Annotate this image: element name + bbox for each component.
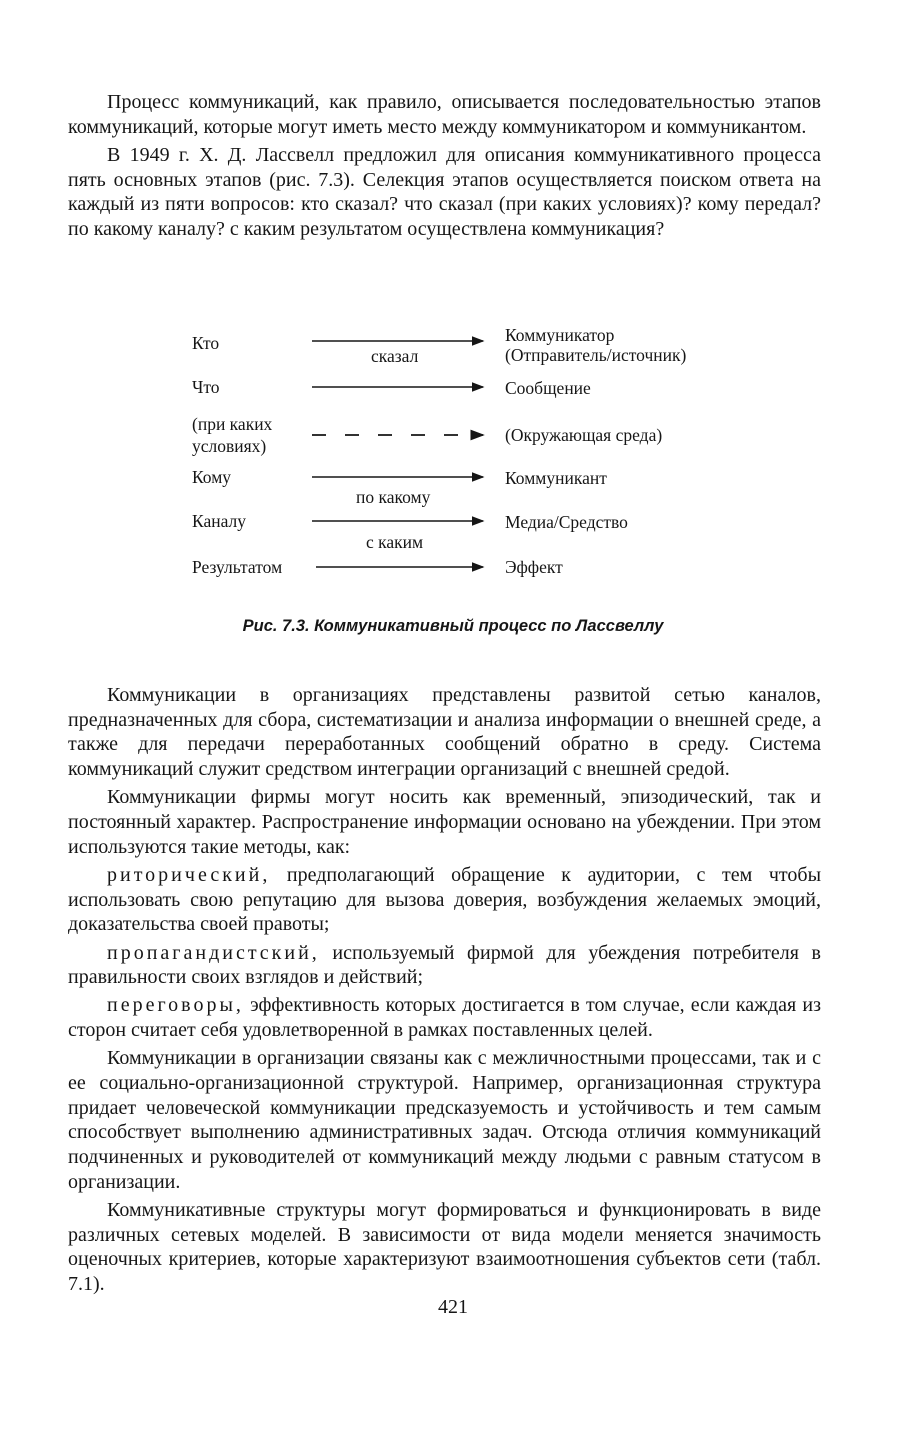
body-paragraph-3: Коммуникации в организации связаны как с межличностными процессами, так и с ее социально-организационной структурой. Например, организационная структура придает человеческой коммуникации предсказуемость и устойчивость и тем самым способствует выполнению административных задач. Отсюда отличия коммуникаций подчиненных и руководителей от коммуникаций между людьми с равным статусом в организации. [68, 1047, 821, 1193]
method-propaganda-term: пропагандистский, [107, 941, 320, 964]
method-rhetorical [68, 863, 821, 937]
diagram-arrows [0, 0, 906, 620]
label-okruzhayushchaya-sreda: (Окружающая среда) [505, 425, 663, 445]
label-kommunikator: Коммуникатор [505, 325, 615, 345]
method-propaganda [68, 941, 821, 990]
label-s-kakim: с каким [366, 532, 424, 552]
label-po-kakomu: по какому [356, 487, 431, 507]
intro-paragraph-2: В 1949 г. Х. Д. Лассвелл предложил для описания коммуникативного процесса пять основных этапов (рис. 7.3). Селекция этапов осуществляется поиском ответа на каждый из пяти вопросов: кто сказал? что сказал (при каких условиях)? кому передал? по какому каналу? с каким результатом осуществлена коммуникация? [68, 143, 821, 241]
figure-caption: Рис. 7.3. Коммуникативный процесс по Лассвеллу [242, 617, 664, 635]
label-pri-kakih: (при каких [192, 414, 273, 434]
label-media: Медиа/Средство [505, 512, 628, 532]
method-negotiation-term: переговоры, [107, 994, 244, 1017]
label-kto: Кто [192, 333, 220, 353]
body-paragraph-4: Коммуникативные структуры могут формироваться и функционировать в виде различных сетевых моделей. В зависимости от вида модели меняется значимость оценочных критериев, которые характеризуют взаимоотношения субъектов сети (табл. 7.1). [68, 1199, 821, 1296]
label-komu: Кому [192, 467, 232, 487]
lasswell-diagram [0, 0, 906, 620]
label-skazal: сказал [371, 346, 419, 366]
label-soobshchenie: Сообщение [505, 378, 591, 398]
label-chto: Что [192, 377, 220, 397]
page-number: 421 [438, 1296, 468, 1318]
method-negotiation-text: эффективность которых достигается в том случае, если каждая из сторон считает себя удовлетворенной в рамках поставленных целей. [68, 994, 821, 1042]
label-effekt: Эффект [505, 557, 563, 577]
body-paragraph-1: Коммуникации в организациях представлены развитой сетью каналов, предназначенных для сбора, систематизации и анализа информации о внешней среде, а также для передачи переработанных сообщений обратно в среду. Система коммуникаций служит средством интеграции организаций с внешней средой. [68, 684, 821, 781]
body-paragraph-2: Коммуникации фирмы могут носить как временный, эпизодический, так и постоянный характер. Распространение информации основано на убеждении. При этом используются такие методы, как: [68, 786, 821, 858]
body-text [68, 683, 821, 1300]
method-rhetorical-text: предполагающий обращение к аудитории, с тем чтобы использовать свою репутацию для вызова доверия, возбуждения желаемых эмоций, доказательства своей правоты; [68, 863, 821, 936]
label-kommunikant: Коммуникант [505, 468, 607, 488]
intro-paragraph-1: Процесс коммуникаций, как правило, описывается последовательностью этапов коммуникаций, которые могут иметь место между коммуникатором и коммуникантом. [68, 91, 821, 138]
method-propaganda-text: используемый фирмой для убеждения потребителя в правильности своих взглядов и действий; [68, 941, 821, 989]
label-kanalu: Каналу [192, 511, 246, 531]
label-otpravitel: (Отправитель/источник) [505, 345, 687, 365]
method-rhetorical-term: риторический, [107, 863, 271, 886]
method-negotiation [68, 993, 821, 1042]
label-usloviyah: условиях) [192, 436, 267, 456]
label-rezultatom: Результатом [192, 557, 283, 577]
